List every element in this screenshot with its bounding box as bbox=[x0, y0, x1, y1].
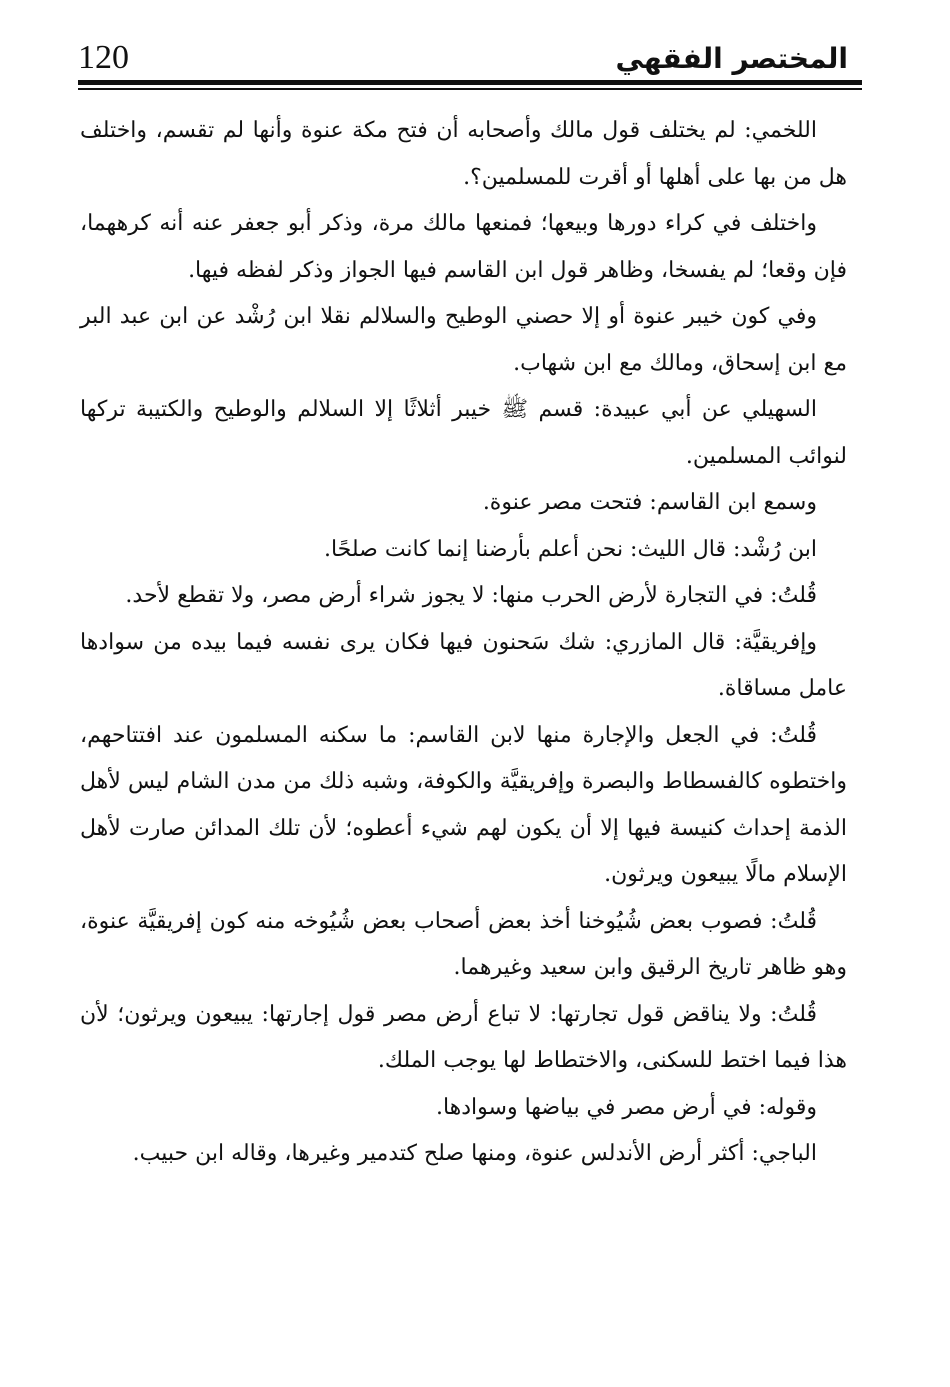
paragraph-shuyukh: قُلتُ: فصوب بعض شُيُوخنا أخذ بعض أصحاب بعض شُيُوخه منه كون إفريقيَّة عنوة، وهو ظاهر تاريخ الرقيق وابن سعيد وغيرهما. bbox=[80, 908, 847, 980]
paragraph-lakhmi: اللخمي: لم يختلف قول مالك وأصحابه أن فتح مكة عنوة وأنها لم تقسم، واختلف هل من بها على أهلها أو أقرت للمسلمين؟. bbox=[80, 118, 847, 190]
running-title: المختصر الفقهي bbox=[615, 42, 848, 75]
header-rule-thick bbox=[78, 80, 862, 85]
paragraph-no-contradiction: قُلتُ: ولا يناقض قول تجارتها: لا تباع أرض مصر قول إجارتها: يبيعون ويرثون؛ لأن هذا فيما اختط للسكنى، والاختطاط لها يوجب الملك. bbox=[80, 1001, 847, 1073]
paragraph-rent-sale: واختلف في كراء دورها وبيعها؛ فمنعها مالك مرة، وذكر أبو جعفر عنه أنه كرههما، فإن وقعا؛ لم يفسخا، وظاهر قول ابن القاسم فيها الجواز وذكر لفظه فيها. bbox=[80, 211, 847, 283]
paragraph-ifriqiya: وإفريقيَّة: قال المازري: شك سَحنون فيها فكان يرى نفسه فيما بيده من سوادها عامل مساقاة. bbox=[80, 629, 847, 701]
paragraph-jual-ijara: قُلتُ: في الجعل والإجارة منها لابن القاسم: ما سكنه المسلمون عند افتتاحهم، واختطوه كالفسطاط والبصرة وإفريقيَّة والكوفة، وشبه ذلك من مدن الشام ليس لأهل الذمة إحداث كنيسة فيها إلا أن يكون لهم شيء أعطوه؛ لأن تلك المدائن صارت لأهل الإسلام مالًا يبيعون ويرثون. bbox=[80, 722, 847, 887]
paragraph-baji: الباجي: أكثر أرض الأندلس عنوة، ومنها صلح كتدمير وغيرها، وقاله ابن حبيب. bbox=[132, 1141, 817, 1166]
paragraph-ibn-rushd-layth: ابن رُشْد: قال الليث: نحن أعلم بأرضنا إنما كانت صلحًا. bbox=[323, 536, 817, 562]
paragraph-egypt-land: وقوله: في أرض مصر في بياضها وسوادها. bbox=[435, 1094, 817, 1120]
page-number: 120 bbox=[78, 39, 129, 76]
header-rule-thin bbox=[78, 88, 862, 90]
paragraph-trade: قُلتُ: في التجارة لأرض الحرب منها: لا يجوز شراء أرض مصر، ولا تقطع لأحد. bbox=[125, 583, 817, 608]
paragraph-khaybar: وفي كون خيبر عنوة أو إلا حصني الوطيح والسلالم نقلا ابن رُشْد عن ابن عبد البر مع ابن إسحاق، ومالك مع ابن شهاب. bbox=[80, 304, 847, 376]
page-header bbox=[78, 38, 848, 94]
body-text bbox=[80, 108, 847, 1178]
paragraph-egypt-conquest: وسمع ابن القاسم: فتحت مصر عنوة. bbox=[482, 490, 817, 515]
paragraph-suhayli: السهيلي عن أبي عبيدة: قسم ﷺ خيبر أثلاثًا إلا السلالم والوطيح والكتيبة تركها لنوائب المسلمين. bbox=[80, 397, 847, 469]
